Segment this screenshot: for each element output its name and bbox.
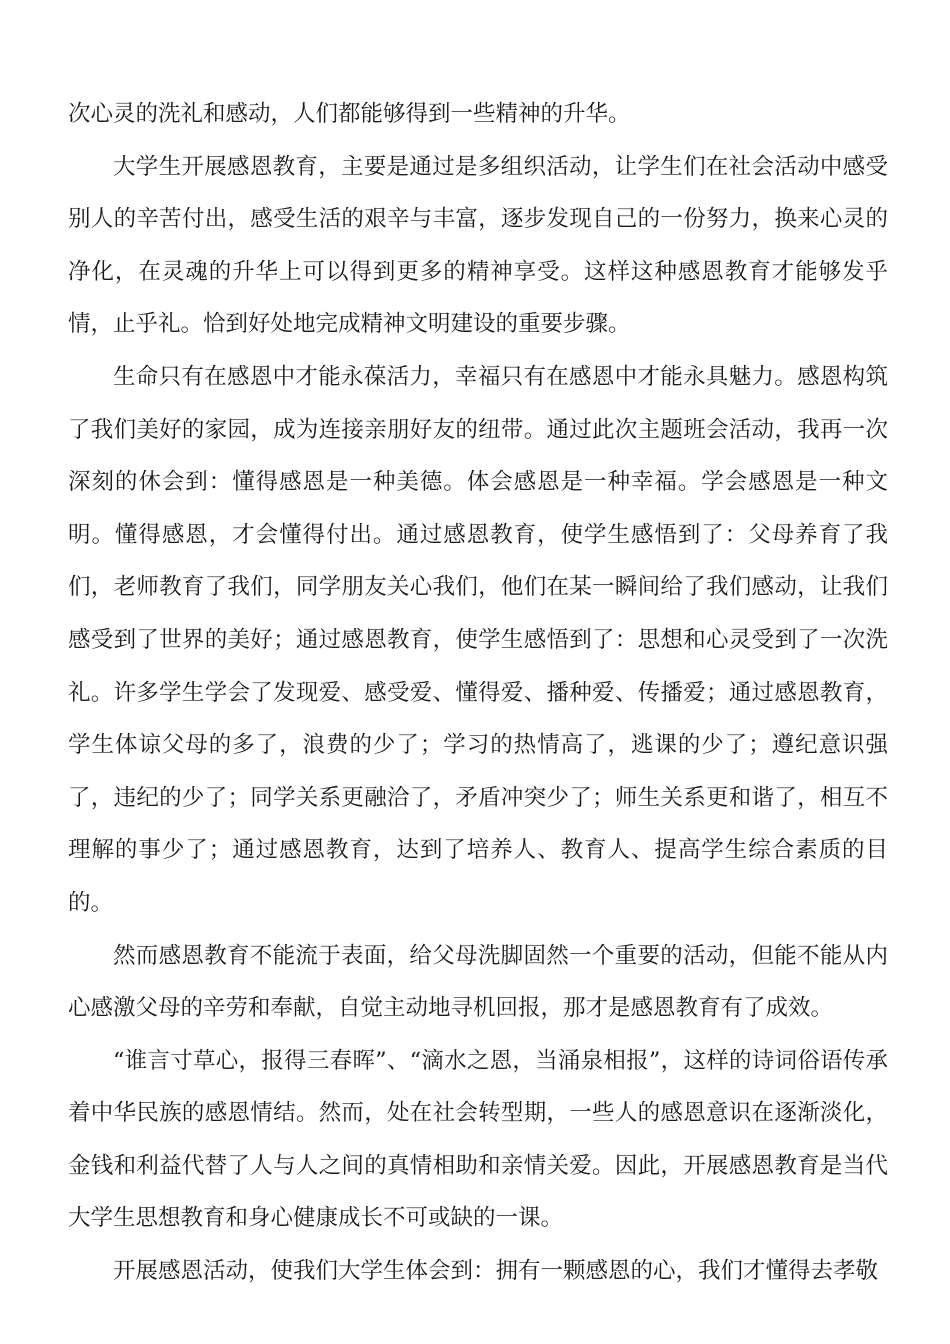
paragraph-1: 次心灵的洗礼和感动，人们都能够得到一些精神的升华。: [68, 101, 631, 127]
paragraph-3: 生命只有在感恩中才能永葆活力，幸福只有在感恩中才能永具魅力。感恩构筑了我们美好的家园，成为连接亲朋好友的纽带。通过此次主题班会活动，我再一次深刻的休会到：懂得感恩是一种美德。体会感恩是一种幸福。学会感恩是一种文明。懂得感恩，才会懂得付出。通过感恩教育，使学生感悟到了：父母养育了我们，老师教育了我们，同学朋友关心我们，他们在某一瞬间给了我们感动，让我们感受到了世界的美好；通过感恩教育，使学生感悟到了：思想和心灵受到了一次洗礼。许多学生学会了发现爱、感受爱、懂得爱、播种爱、传播爱；通过感恩教育，学生体谅父母的多了，浪费的少了；学习的热情高了，逃课的少了；遵纪意识强了，违纪的少了；同学关系更融洽了，矛盾冲突少了；师生关系更和谐了，相互不理解的事少了；通过感恩教育，达到了培养人、教育人、提高学生综合素质的目的。: [68, 363, 888, 916]
paragraph-4: 然而感恩教育不能流于表面，给父母洗脚固然一个重要的活动，但能不能从内心感激父母的辛劳和奉献，自觉主动地寻机回报，那才是感恩教育有了成效。: [68, 942, 888, 1022]
document-body: [68, 88, 888, 1298]
paragraph-5: “谁言寸草心，报得三春晖”、“滴水之恩，当涌泉相报”，这样的诗词俗语传承着中华民族的感恩情结。然而，处在社会转型期，一些人的感恩意识在逐渐淡化，金钱和利益代替了人与人之间的真情相助和亲情关爱。因此，开展感恩教育是当代大学生思想教育和身心健康成长不可或缺的一课。: [68, 1047, 888, 1232]
paragraph-6: 开展感恩活动，使我们大学生体会到：拥有一颗感恩的心，我们才懂得去孝敬: [113, 1258, 879, 1285]
paragraph-2: 大学生开展感恩教育，主要是通过是多组织活动，让学生们在社会活动中感受别人的辛苦付出，感受生活的艰辛与丰富，逐步发现自己的一份努力，换来心灵的净化，在灵魂的升华上可以得到更多的精神享受。这样这种感恩教育才能够发乎情，止乎礼。恰到好处地完成精神文明建设的重要步骤。: [68, 153, 888, 338]
